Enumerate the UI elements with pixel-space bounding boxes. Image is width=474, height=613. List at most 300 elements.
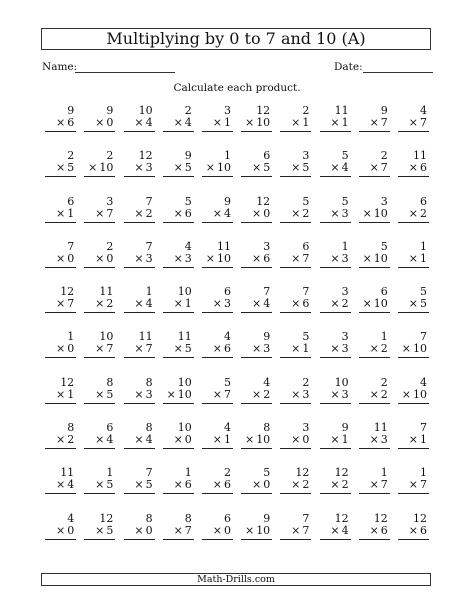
answer-line <box>320 131 351 132</box>
problem-8-9 <box>354 420 393 465</box>
problem-7-10 <box>393 375 432 420</box>
multiplier-value: 10 <box>413 387 427 401</box>
times-sign: × <box>173 251 183 265</box>
problem-8-4 <box>158 420 197 465</box>
multiplier <box>291 298 309 310</box>
answer-line <box>280 131 311 132</box>
multiplier-value: 10 <box>373 297 388 311</box>
answer-line <box>280 222 311 223</box>
multiplier <box>174 525 192 537</box>
answer-line <box>202 222 233 223</box>
multiplier-value: 4 <box>184 116 192 129</box>
multiplier <box>252 389 270 401</box>
answer-line <box>45 448 76 449</box>
multiplier-value: 5 <box>106 387 114 401</box>
multiplier <box>291 525 309 537</box>
answer-line <box>320 448 351 449</box>
multiplicand: 5 <box>380 239 388 253</box>
problem-5-10 <box>393 284 432 329</box>
multiplicand: 4 <box>420 375 427 389</box>
answer-line <box>124 357 155 358</box>
answer-line <box>163 357 194 358</box>
multiplier <box>291 162 309 174</box>
multiplicand: 5 <box>302 194 310 208</box>
times-sign: × <box>330 523 340 537</box>
multiplicand: 7 <box>302 285 310 299</box>
problem-9-7 <box>275 465 314 510</box>
multiplier <box>56 434 74 446</box>
times-sign: × <box>55 251 66 265</box>
multiplier-value: 6 <box>420 523 427 537</box>
multiplier <box>134 117 152 129</box>
times-sign: × <box>134 206 144 220</box>
multiplier-value: 2 <box>302 478 310 492</box>
problem-2-9 <box>354 148 393 193</box>
times-sign: × <box>95 478 105 492</box>
multiplier-value: 10 <box>177 387 192 401</box>
multiplier <box>330 479 348 491</box>
multiplicand: 5 <box>302 330 310 344</box>
problem-2-6 <box>236 148 275 193</box>
multiplicand: 9 <box>341 421 349 435</box>
times-sign: × <box>134 161 144 175</box>
answer-line <box>359 312 390 313</box>
multiplicand: 1 <box>67 330 75 344</box>
answer-line <box>359 448 390 449</box>
problem-4-7 <box>275 239 314 284</box>
times-sign: × <box>55 478 66 492</box>
multiplier-value: 2 <box>263 387 271 401</box>
multiplier-value: 10 <box>373 251 388 265</box>
multiplicand: 11 <box>217 239 231 253</box>
answer-line <box>202 539 233 540</box>
times-sign: × <box>251 342 262 356</box>
multiplier <box>291 117 309 129</box>
problem-5-5 <box>197 284 236 329</box>
times-sign: × <box>95 116 105 129</box>
times-sign: × <box>330 433 340 447</box>
times-sign: × <box>408 116 418 129</box>
multiplier <box>409 434 427 446</box>
multiplicand: 8 <box>145 421 153 435</box>
multiplicand: 12 <box>413 511 427 525</box>
multiplier-value: 10 <box>99 161 114 175</box>
answer-line <box>359 539 390 540</box>
times-sign: × <box>362 297 372 311</box>
answer-line <box>163 493 194 494</box>
problem-1-2 <box>79 103 118 148</box>
times-sign: × <box>212 478 222 492</box>
multiplier-value: 1 <box>67 206 75 220</box>
problem-7-2 <box>79 375 118 420</box>
multiplier <box>174 343 192 355</box>
answer-line <box>280 176 311 177</box>
times-sign: × <box>134 116 144 129</box>
problem-8-10 <box>393 420 432 465</box>
multiplier <box>95 343 113 355</box>
problem-1-8 <box>314 103 353 148</box>
multiplier <box>363 208 388 220</box>
problem-9-5 <box>197 465 236 510</box>
multiplier <box>213 298 231 310</box>
multiplier-value: 2 <box>380 342 388 356</box>
multiplicand: 8 <box>184 511 192 525</box>
multiplicand: 3 <box>302 149 310 163</box>
times-sign: × <box>408 161 418 175</box>
multiplier <box>134 343 152 355</box>
answer-line <box>359 176 390 177</box>
multiplicand: 11 <box>334 104 349 117</box>
answer-line <box>45 539 76 540</box>
multiplicand: 5 <box>224 375 231 389</box>
answer-line <box>398 131 429 132</box>
times-sign: × <box>134 297 144 311</box>
multiplier <box>134 298 152 310</box>
answer-line <box>359 403 390 404</box>
multiplier <box>370 525 388 537</box>
multiplier <box>134 389 152 401</box>
answer-line <box>359 131 390 132</box>
multiplier-value: 0 <box>302 433 310 447</box>
times-sign: × <box>251 478 262 492</box>
answer-line <box>320 357 351 358</box>
answer-line <box>320 222 351 223</box>
multiplicand: 8 <box>106 375 114 389</box>
answer-line <box>359 493 390 494</box>
multiplicand: 4 <box>263 375 271 389</box>
problem-4-6 <box>236 239 275 284</box>
multiplicand: 11 <box>373 421 388 435</box>
answer-line <box>398 448 429 449</box>
problem-6-7 <box>275 329 314 374</box>
multiplier <box>213 117 231 129</box>
multiplicand: 10 <box>138 104 153 117</box>
multiplicand: 9 <box>184 149 192 163</box>
multiplicand: 7 <box>420 421 427 435</box>
multiplier-value: 7 <box>380 161 388 175</box>
multiplier <box>330 434 348 446</box>
multiplier-value: 2 <box>341 297 349 311</box>
multiplier <box>252 162 270 174</box>
multiplier <box>213 208 231 220</box>
multiplier-value: 3 <box>145 387 153 401</box>
multiplier-value: 0 <box>67 342 75 356</box>
multiplicand: 5 <box>341 194 349 208</box>
problem-2-7 <box>275 148 314 193</box>
times-sign: × <box>134 433 144 447</box>
answer-line <box>241 403 272 404</box>
problem-7-5 <box>197 375 236 420</box>
answer-line <box>202 403 233 404</box>
times-sign: × <box>55 523 66 537</box>
answer-line <box>359 357 390 358</box>
multiplicand: 8 <box>145 375 153 389</box>
multiplier-value: 3 <box>184 251 192 265</box>
answer-line <box>84 176 115 177</box>
multiplier <box>174 117 192 129</box>
problem-10-2 <box>79 511 118 556</box>
problem-7-9 <box>354 375 393 420</box>
times-sign: × <box>251 206 262 220</box>
date-field-line <box>363 72 433 73</box>
multiplier-value: 0 <box>263 206 271 220</box>
multiplicand: 7 <box>145 466 153 480</box>
multiplier-value: 6 <box>184 206 192 220</box>
multiplier <box>330 298 348 310</box>
multiplicand: 9 <box>106 104 114 117</box>
multiplier <box>56 298 74 310</box>
times-sign: × <box>212 206 222 220</box>
multiplicand: 6 <box>380 285 388 299</box>
multiplicand: 1 <box>341 239 349 253</box>
multiplier-value: 5 <box>106 478 114 492</box>
problem-3-4 <box>158 194 197 239</box>
answer-line <box>84 131 115 132</box>
multiplier-value: 4 <box>263 297 271 311</box>
problem-1-4 <box>158 103 197 148</box>
multiplier-value: 4 <box>106 433 114 447</box>
multiplicand: 6 <box>420 194 427 208</box>
multiplier-value: 1 <box>420 433 427 447</box>
multiplicand: 3 <box>106 194 114 208</box>
multiplicand: 4 <box>67 511 75 525</box>
multiplier <box>213 343 231 355</box>
multiplier <box>174 434 192 446</box>
problem-3-1 <box>40 194 79 239</box>
multiplier-value: 10 <box>373 206 388 220</box>
multiplier <box>291 253 309 265</box>
times-sign: × <box>134 251 144 265</box>
times-sign: × <box>205 161 215 175</box>
multiplier <box>409 208 427 220</box>
multiplier <box>56 253 74 265</box>
times-sign: × <box>408 478 418 492</box>
multiplier <box>134 479 152 491</box>
answer-line <box>163 267 194 268</box>
multiplier-value: 1 <box>341 116 349 129</box>
problem-7-8 <box>314 375 353 420</box>
problem-2-4 <box>158 148 197 193</box>
problem-6-9 <box>354 329 393 374</box>
multiplier-value: 3 <box>145 251 153 265</box>
multiplier <box>291 208 309 220</box>
multiplier-value: 3 <box>224 297 231 311</box>
multiplier-value: 10 <box>217 161 231 175</box>
multiplier-value: 2 <box>341 478 349 492</box>
multiplicand: 2 <box>67 149 75 163</box>
multiplier-value: 5 <box>420 297 427 311</box>
times-sign: × <box>291 523 301 537</box>
problem-2-3 <box>118 148 157 193</box>
times-sign: × <box>55 342 66 356</box>
multiplier <box>363 298 388 310</box>
multiplicand: 11 <box>177 330 192 344</box>
problem-9-3 <box>118 465 157 510</box>
problem-1-6 <box>236 103 275 148</box>
multiplicand: 9 <box>67 104 75 117</box>
multiplier-value: 6 <box>302 297 310 311</box>
multiplier-value: 0 <box>145 523 153 537</box>
problem-7-1 <box>40 375 79 420</box>
multiplicand: 8 <box>67 421 75 435</box>
problem-2-1 <box>40 148 79 193</box>
times-sign: × <box>173 116 183 129</box>
times-sign: × <box>244 433 255 447</box>
multiplicand: 7 <box>145 194 153 208</box>
answer-line <box>280 312 311 313</box>
multiplicand: 8 <box>145 511 153 525</box>
multiplicand: 3 <box>341 330 349 344</box>
problem-9-2 <box>79 465 118 510</box>
multiplicand: 2 <box>302 104 310 117</box>
times-sign: × <box>369 387 379 401</box>
answer-line <box>280 267 311 268</box>
multiplier <box>174 298 192 310</box>
multiplier-value: 7 <box>302 251 310 265</box>
multiplier <box>291 479 309 491</box>
multiplicand: 8 <box>263 421 271 435</box>
answer-line <box>163 222 194 223</box>
multiplicand: 6 <box>67 194 75 208</box>
multiplier-value: 0 <box>184 433 192 447</box>
multiplier-value: 4 <box>341 161 349 175</box>
multiplier <box>409 162 427 174</box>
multiplier-value: 6 <box>380 523 388 537</box>
multiplicand: 2 <box>184 104 192 117</box>
answer-line <box>124 448 155 449</box>
instructions: Calculate each product. <box>173 82 301 94</box>
answer-line <box>359 222 390 223</box>
answer-line <box>241 222 272 223</box>
multiplicand: 3 <box>224 104 231 117</box>
answer-line <box>398 267 429 268</box>
multiplier <box>95 479 113 491</box>
multiplicand: 5 <box>263 466 271 480</box>
date-label: Date: <box>334 61 363 73</box>
answer-line <box>280 448 311 449</box>
times-sign: × <box>134 342 144 356</box>
multiplier-value: 10 <box>256 116 271 129</box>
answer-line <box>124 222 155 223</box>
multiplicand: 1 <box>380 466 388 480</box>
times-sign: × <box>362 251 372 265</box>
problem-5-8 <box>314 284 353 329</box>
times-sign: × <box>330 387 340 401</box>
multiplier-value: 7 <box>224 387 231 401</box>
multiplier <box>213 389 231 401</box>
multiplier <box>245 117 270 129</box>
multiplier-value: 5 <box>184 161 192 175</box>
problem-6-10 <box>393 329 432 374</box>
answer-line <box>163 539 194 540</box>
answer-line <box>241 448 272 449</box>
multiplier <box>56 162 74 174</box>
multiplier-value: 7 <box>145 342 153 356</box>
multiplicand: 12 <box>138 149 153 163</box>
answer-line <box>398 357 429 358</box>
multiplier <box>56 117 74 129</box>
multiplier <box>134 434 152 446</box>
answer-line <box>163 403 194 404</box>
name-label: Name: <box>42 61 78 73</box>
multiplicand: 12 <box>60 375 75 389</box>
problem-1-1 <box>40 103 79 148</box>
multiplier <box>409 253 427 265</box>
problem-7-4 <box>158 375 197 420</box>
times-sign: × <box>330 116 340 129</box>
problem-6-8 <box>314 329 353 374</box>
multiplier-value: 7 <box>420 116 427 129</box>
times-sign: × <box>212 116 222 129</box>
problem-7-3 <box>118 375 157 420</box>
problem-5-7 <box>275 284 314 329</box>
answer-line <box>398 403 429 404</box>
answer-line <box>124 267 155 268</box>
problem-10-8 <box>314 511 353 556</box>
problem-6-3 <box>118 329 157 374</box>
multiplier <box>134 162 152 174</box>
multiplier <box>174 253 192 265</box>
problem-10-6 <box>236 511 275 556</box>
multiplier <box>291 389 309 401</box>
problem-6-5 <box>197 329 236 374</box>
multiplicand: 6 <box>224 511 231 525</box>
multiplier <box>167 389 192 401</box>
multiplier <box>370 434 388 446</box>
times-sign: × <box>55 206 66 220</box>
times-sign: × <box>251 161 262 175</box>
answer-line <box>124 131 155 132</box>
times-sign: × <box>173 478 183 492</box>
answer-line <box>359 267 390 268</box>
problem-5-2 <box>79 284 118 329</box>
times-sign: × <box>173 206 183 220</box>
multiplicand: 1 <box>420 466 427 480</box>
multiplier-value: 7 <box>184 523 192 537</box>
problem-9-9 <box>354 465 393 510</box>
multiplicand: 12 <box>373 511 388 525</box>
times-sign: × <box>134 478 144 492</box>
times-sign: × <box>401 342 411 356</box>
problem-8-8 <box>314 420 353 465</box>
answer-line <box>45 267 76 268</box>
multiplier-value: 0 <box>106 116 114 129</box>
answer-line <box>280 403 311 404</box>
problem-7-7 <box>275 375 314 420</box>
answer-line <box>320 267 351 268</box>
problem-3-8 <box>314 194 353 239</box>
problem-6-1 <box>40 329 79 374</box>
problem-10-7 <box>275 511 314 556</box>
times-sign: × <box>291 387 301 401</box>
answer-line <box>202 357 233 358</box>
multiplier-value: 7 <box>302 523 310 537</box>
answer-line <box>84 357 115 358</box>
answer-line <box>320 312 351 313</box>
answer-line <box>241 267 272 268</box>
answer-line <box>84 312 115 313</box>
multiplicand: 1 <box>420 239 427 253</box>
multiplicand: 7 <box>145 239 153 253</box>
times-sign: × <box>369 433 379 447</box>
multiplier-value: 10 <box>413 342 427 356</box>
problem-3-7 <box>275 194 314 239</box>
multiplier <box>95 298 113 310</box>
answer-line <box>398 493 429 494</box>
times-sign: × <box>291 251 301 265</box>
times-sign: × <box>330 251 340 265</box>
multiplier-value: 1 <box>184 297 192 311</box>
